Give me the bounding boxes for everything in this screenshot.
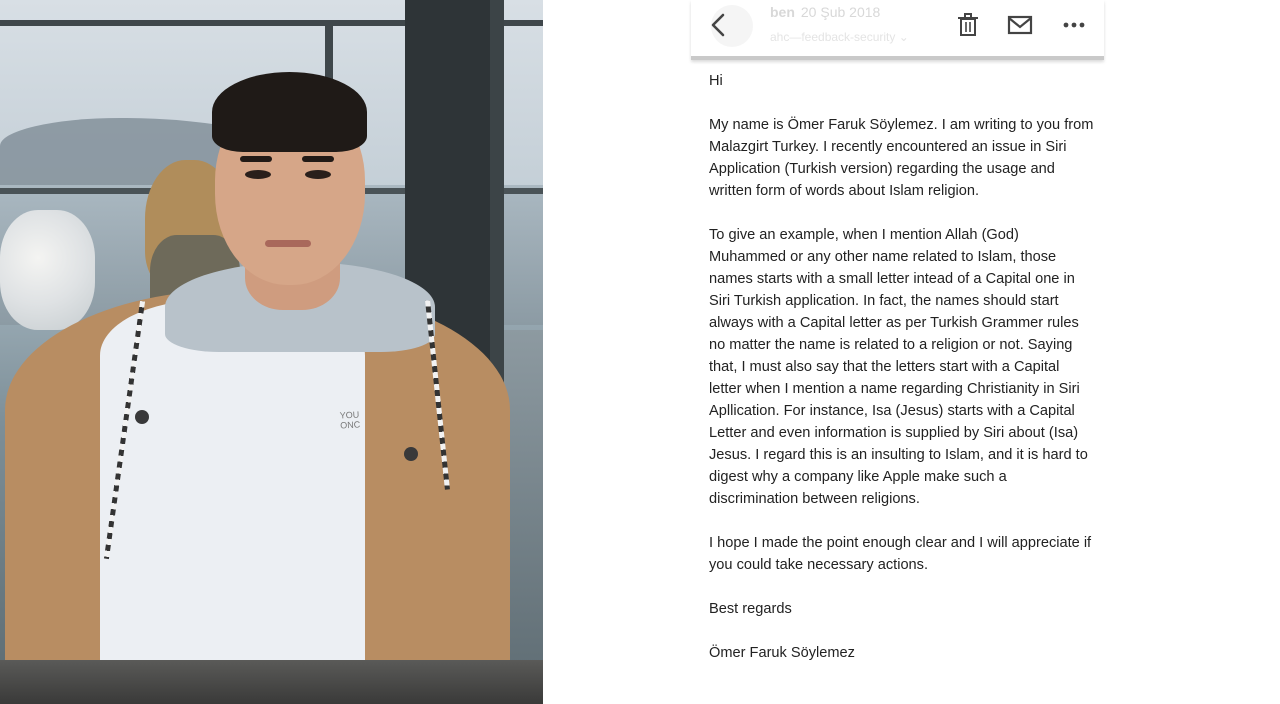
photo-jacket-button xyxy=(135,410,149,424)
sender-name: ben xyxy=(770,4,795,20)
trash-icon[interactable] xyxy=(953,10,983,40)
email-closing: Best regards xyxy=(709,601,792,617)
email-toolbar xyxy=(691,0,1104,60)
photo-flowers xyxy=(0,210,95,330)
email-paragraph: I hope I made the point enough clear and I will appreciate if you could take necessary actions. xyxy=(709,535,1092,573)
mail-icon[interactable] xyxy=(1005,10,1035,40)
photo-shirt-print: YOU ONC xyxy=(339,409,361,431)
photo-shirt xyxy=(100,300,365,670)
email-paragraph: My name is Ömer Faruk Söylemez. I am writing to you from Malazgirt Turkey. I recently encountered an issue in Siri Application (Turkish version) regarding the usage and written form of words about Islam religion. xyxy=(709,117,1094,199)
portrait-photo xyxy=(0,0,543,704)
photo-eyebrow-left xyxy=(240,156,272,162)
recipient-line: ahc—feedback-security ⌄ xyxy=(770,30,909,44)
photo-eye-left xyxy=(245,170,271,179)
email-greeting: Hi xyxy=(709,73,723,89)
photo-mouth xyxy=(265,240,311,247)
sender-line xyxy=(770,4,880,20)
more-icon[interactable] xyxy=(1059,10,1089,40)
sender-date: 20 Şub 2018 xyxy=(800,4,881,20)
email-body xyxy=(709,70,1094,664)
email-paragraph: To give an example, when I mention Allah (God) Muhammed or any other name related to Islam, those names starts with a small letter intead of a Capital one in Siri Turkish application. In fact, the names should start always with a Capital letter as per Turkish Grammer rules no matter the name is related to a religion or not. Saying that, I must also say that the letters start with a Capital letter when I mention a name regarding Christianity in Siri Apllication. For instance, Isa (Jesus) starts with a Capital Letter and even information is supplied by Siri about (Isa) Jesus. I regard this is an insulting to Islam, and it is hard to digest why a company like Apple make such a discrimination between religions. xyxy=(709,227,1088,507)
photo-eye-right xyxy=(305,170,331,179)
back-icon[interactable] xyxy=(705,10,733,40)
photo-hair xyxy=(212,72,367,152)
photo-table xyxy=(0,660,543,704)
email-screenshot xyxy=(691,0,1104,704)
photo-jacket-button xyxy=(404,447,418,461)
photo-eyebrow-right xyxy=(302,156,334,162)
email-signature: Ömer Faruk Söylemez xyxy=(709,645,855,661)
